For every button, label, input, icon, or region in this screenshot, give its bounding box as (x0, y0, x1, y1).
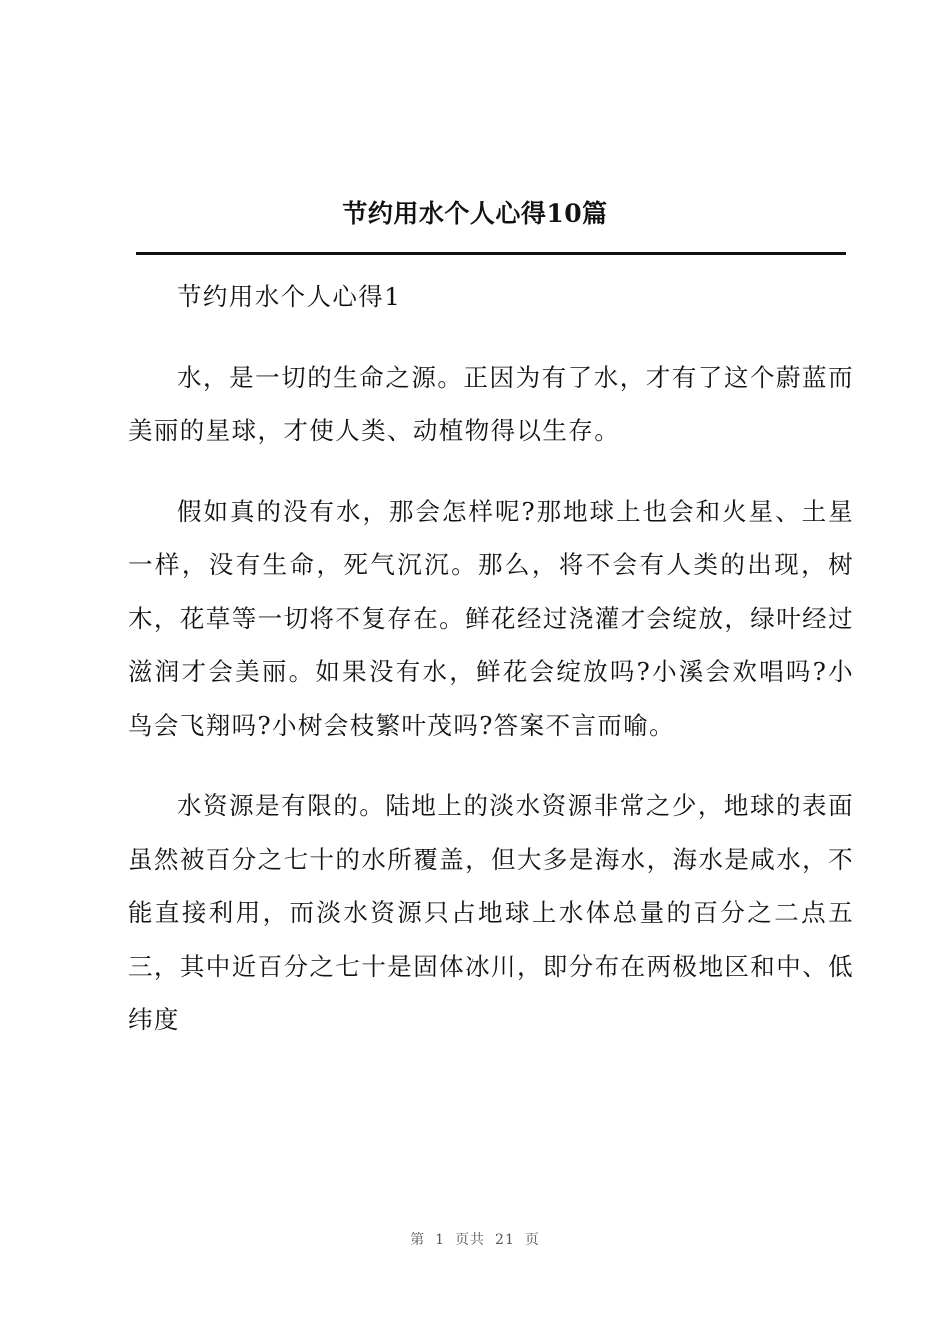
paragraph: 假如真的没有水，那会怎样呢?那地球上也会和火星、土星一样，没有生命，死气沉沉。那么，将不会有人类的出现，树木，花草等一切将不复存在。鲜花经过浇灌才会绽放，绿叶经过滋润才会美丽。如果没有水，鲜花会绽放吗?小溪会欢唱吗?小鸟会飞翔吗?小树会枝繁叶茂吗?答案不言而喻。 (128, 496, 854, 740)
footer-prefix: 第 (410, 1232, 426, 1248)
paragraph: 水资源是有限的。陆地上的淡水资源非常之少，地球的表面虽然被百分之七十的水所覆盖，但大多是海水，海水是咸水，不能直接利用，而淡水资源只占地球上水体总量的百分之二点五三，其中近百分之七十是固体冰川，即分布在两极地区和中、低纬度 (128, 791, 854, 1034)
footer-page-number: 1 (435, 1232, 446, 1248)
document-body (128, 270, 854, 1074)
title-divider (136, 252, 846, 255)
footer-suffix: 页 (524, 1232, 540, 1248)
page-footer (0, 1229, 950, 1249)
document-title: 节约用水个人心得10篇 (342, 199, 608, 228)
footer-total-pages: 21 (495, 1232, 515, 1248)
section-heading: 节约用水个人心得1 (177, 282, 402, 311)
paragraph: 水，是一切的生命之源。正因为有了水，才有了这个蔚蓝而美丽的星球，才使人类、动植物得以生存。 (128, 362, 854, 445)
footer-middle: 页共 (455, 1232, 486, 1248)
